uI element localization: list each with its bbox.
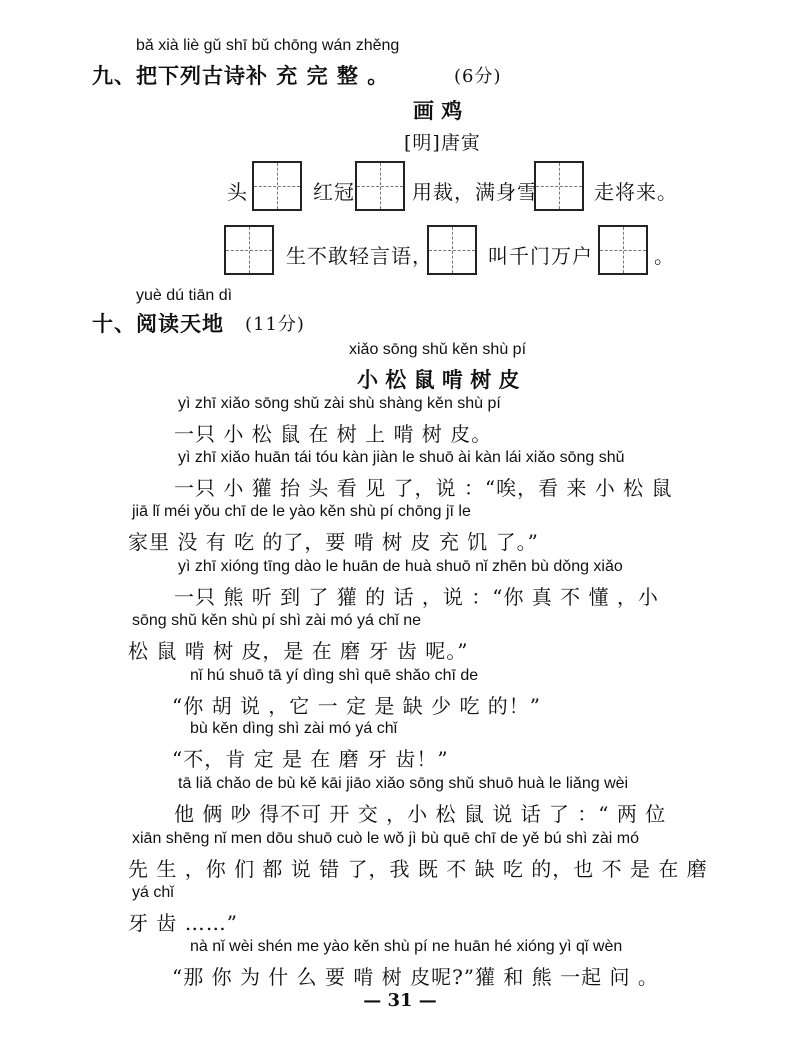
story-line8-text: 他 俩 吵 得不可 开 交 ，小 松 鼠 说 话 了 ：“ 两 位 — [174, 802, 667, 826]
story-line3-pinyin: jiā lǐ méi yǒu chī de le yào kěn shù pí chōng jī le — [132, 503, 471, 520]
poem-line2-text-2: 叫千门万户 — [488, 244, 593, 268]
story-line9-pinyin: xiān shēng nǐ men dōu shuō cuò le wǒ jì bù quē chī de yě bú shì zài mó — [132, 830, 639, 847]
q9-score: (6分) — [454, 66, 502, 87]
story-line1-text: 一只 小 松 鼠 在 树 上 啃 树 皮。 — [174, 422, 493, 446]
answer-box-4[interactable] — [224, 225, 274, 275]
q10-score: (11分) — [245, 314, 305, 335]
poem-line1-text-3: 用裁，满身雪 — [412, 180, 538, 204]
page-number: — 31 — — [363, 990, 437, 1011]
poem-line1-text-1: 头 — [227, 180, 248, 204]
story-line4-text: 一只 熊 听 到 了 獾 的 话 ，说 ：“你 真 不 懂 ，小 — [174, 585, 659, 609]
story-line9-text: 先 生 ，你 们 都 说 错 了，我 既 不 缺 吃 的，也 不 是 在 磨 — [128, 857, 708, 881]
story-line6-text: “你 胡 说 ，它 一 定 是 缺 少 吃 的！” — [172, 694, 542, 718]
story-line4-pinyin: yì zhī xióng tīng dào le huān de huà shuō nǐ zhēn bù dǒng xiǎo — [178, 558, 623, 575]
story-line7-pinyin: bù kěn dìng shì zài mó yá chǐ — [190, 720, 398, 737]
story-line7-text: “不，肯 定 是 在 磨 牙 齿！” — [172, 747, 449, 771]
story-line5-pinyin: sōng shǔ kěn shù pí shì zài mó yá chǐ ne — [132, 612, 422, 629]
poem-author: [明]唐寅 — [404, 132, 481, 154]
story-line5-text: 松 鼠 啃 树 皮，是 在 磨 牙 齿 呢。” — [128, 639, 469, 663]
story-line6-pinyin: nǐ hú shuō tā yí dìng shì quē shǎo chī de — [190, 667, 479, 684]
answer-box-5[interactable] — [427, 225, 477, 275]
story-line2-pinyin: yì zhī xiǎo huān tái tóu kàn jiàn le shuō ài kàn lái xiǎo sōng shǔ — [178, 449, 625, 466]
story-line3-text: 家里 没 有 吃 的了，要 啃 树 皮 充 饥 了。” — [128, 530, 539, 554]
story-line11-text: “那 你 为 什 么 要 啃 树 皮呢?”獾 和 熊 一起 问 。 — [172, 965, 659, 989]
q10-pinyin: yuè dú tiān dì — [136, 287, 233, 304]
story-line11-pinyin: nà nǐ wèi shén me yào kěn shù pí ne huān hé xióng yì qǐ wèn — [190, 938, 623, 955]
answer-box-1[interactable] — [252, 161, 302, 211]
q10-heading: 十、阅读天地 — [92, 311, 224, 336]
story-line10-pinyin: yá chǐ — [132, 884, 174, 901]
poem-line2-text-3: 。 — [654, 244, 675, 268]
q9-heading: 九、把下列古诗补 充 完 整 。 — [92, 63, 390, 88]
story-line10-text: 牙 齿 ……” — [128, 911, 238, 935]
story-title: 小 松 鼠 啃 树 皮 — [357, 367, 520, 392]
story-line2-text: 一只 小 獾 抬 头 看 见 了，说 ：“唉，看 来 小 松 鼠 — [174, 476, 673, 500]
answer-box-2[interactable] — [355, 161, 405, 211]
story-title-pinyin: xiǎo sōng shǔ kěn shù pí — [349, 341, 527, 358]
answer-box-6[interactable] — [598, 225, 648, 275]
story-line1-pinyin: yì zhī xiǎo sōng shǔ zài shù shàng kěn shù pí — [178, 395, 501, 412]
poem-line1-text-4: 走将来。 — [594, 180, 678, 204]
story-line8-pinyin: tā liǎ chǎo de bù kě kāi jiāo xiǎo sōng shǔ shuō huà le liǎng wèi — [178, 775, 629, 792]
answer-box-3[interactable] — [534, 161, 584, 211]
poem-line1-text-2: 红冠 — [313, 180, 355, 204]
poem-line2-text-1: 生不敢轻言语， — [286, 244, 433, 268]
poem-title: 画 鸡 — [413, 98, 463, 123]
q9-pinyin: bǎ xià liè gǔ shī bǔ chōng wán zhěng — [136, 37, 400, 54]
